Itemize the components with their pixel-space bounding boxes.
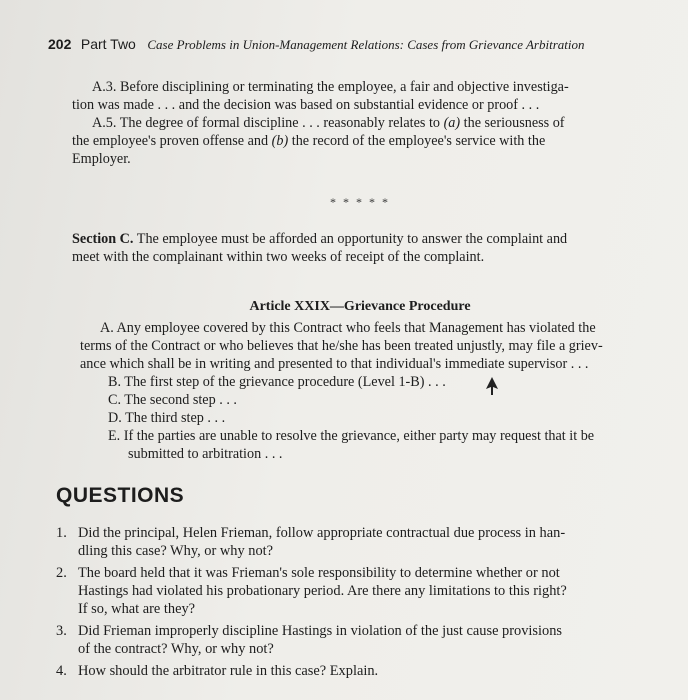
question-line: If so, what are they? (78, 601, 196, 617)
a5-b: (b) (271, 133, 289, 149)
article-heading: Article XXIX—Grievance Procedure (249, 299, 471, 314)
a3-line-1: A.3. Before disciplining or terminating the employee, a fair and objective investiga- (92, 79, 569, 95)
question-item (56, 622, 656, 658)
article-item-b: B. The first step of the grievance procedure (Level 1-B) . . . (108, 374, 446, 390)
a5-line2-pre: the employee's proven offense and (72, 133, 272, 149)
article-item-c: C. The second step . . . (108, 392, 237, 408)
question-line: Hastings had violated his probationary period. Are there any limitations to this right? (78, 583, 567, 599)
article-para-line-2: terms of the Contract or who believes that he/she has been treated unjustly, may file a griev- (80, 338, 603, 354)
part-label: Part Two (80, 36, 136, 52)
question-line: The board held that it was Frieman's sole responsibility to determine whether or not (78, 565, 560, 581)
question-number: 1. (56, 525, 67, 541)
question-line: of the contract? Why, or why not? (78, 641, 274, 657)
question-item (56, 564, 656, 618)
section-c-text-1: The employee must be afforded an opportunity to answer the complaint and (133, 231, 568, 247)
question-item (56, 524, 656, 560)
section-c-label: Section C. (72, 231, 134, 247)
a5-line2-post: the record of the employee's service with the (288, 133, 546, 149)
questions-list (56, 524, 656, 684)
page-number: 202 (48, 36, 72, 52)
section-separator: * * * * * (330, 195, 390, 209)
mouse-pointer-icon (484, 376, 500, 396)
question-number: 4. (56, 663, 67, 679)
a5-line-2 (72, 132, 632, 150)
question-line: dling this case? Why, or why not? (78, 543, 274, 559)
questions-heading: QUESTIONS (56, 484, 185, 507)
contract-excerpt-a (72, 78, 632, 168)
article-item-e-line-2: submitted to arbitration . . . (128, 446, 283, 462)
book-title: Case Problems in Union-Management Relations: Cases from Grievance Arbitration (147, 37, 585, 52)
question-number: 2. (56, 565, 67, 581)
a3-line-2: tion was made . . . and the decision was based on substantial evidence or proof . . . (72, 97, 540, 113)
a5-line-3: Employer. (72, 151, 131, 167)
a5-line-1 (72, 114, 632, 132)
question-item (56, 662, 656, 680)
question-line: How should the arbitrator rule in this case? Explain. (78, 663, 379, 679)
running-header (48, 36, 668, 54)
a5-pre: A.5. The degree of formal discipline . . . reasonably relates to (92, 115, 444, 131)
a5-a: (a) (443, 115, 461, 131)
article-para-line-3: ance which shall be in writing and presented to that individual's immediate supervisor . . . (80, 356, 589, 372)
question-number: 3. (56, 623, 67, 639)
section-c-line-1 (72, 230, 642, 248)
question-line: Did the principal, Helen Frieman, follow appropriate contractual due process in han- (78, 525, 566, 541)
article-item-e-line-1: E. If the parties are unable to resolve the grievance, either party may request that it be (108, 428, 595, 444)
section-c (72, 230, 642, 266)
a5-mid: the seriousness of (460, 115, 565, 131)
article-para-line-1: A. Any employee covered by this Contract who feels that Management has violated the (100, 320, 596, 336)
question-line: Did Frieman improperly discipline Hastings in violation of the just cause provisions (78, 623, 563, 639)
article-xxix (80, 298, 640, 463)
article-item-d: D. The third step . . . (108, 410, 226, 426)
section-c-line-2: meet with the complainant within two weeks of receipt of the complaint. (72, 249, 485, 265)
